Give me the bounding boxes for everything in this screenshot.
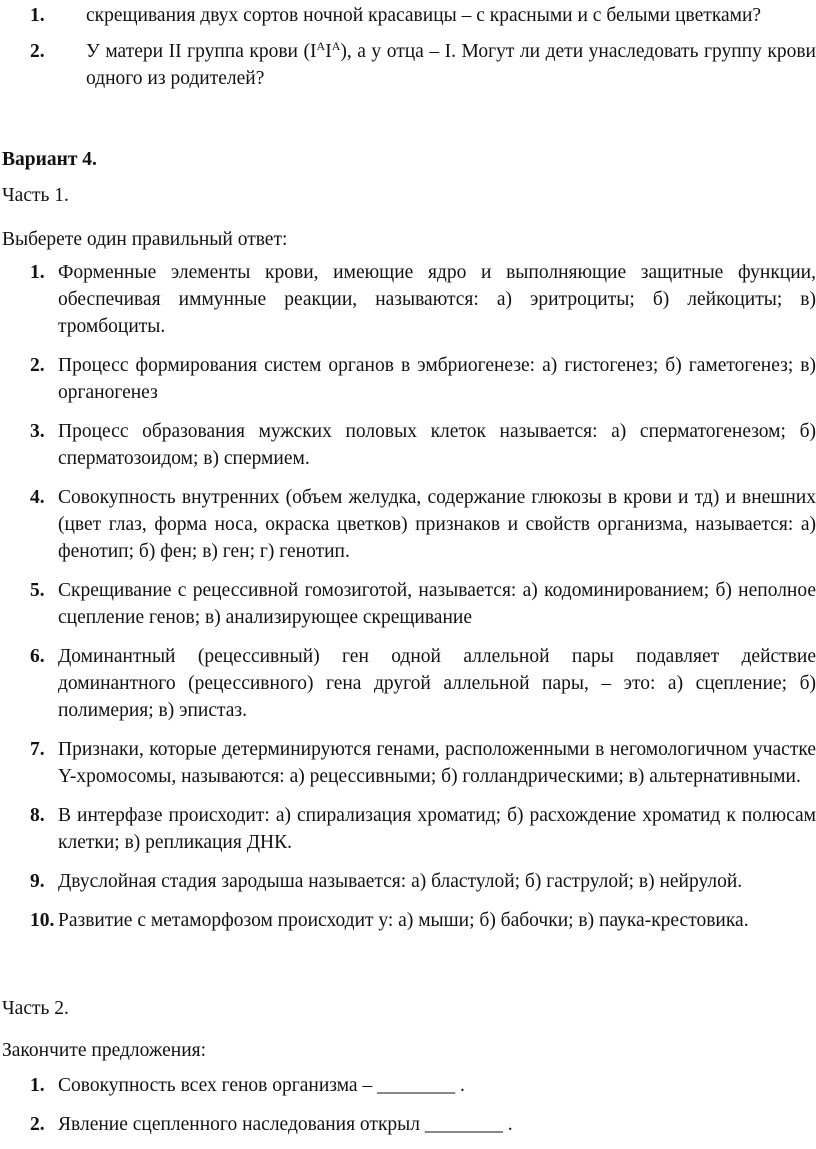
item-number: 3. bbox=[30, 421, 45, 442]
list-item bbox=[30, 38, 816, 92]
question-item bbox=[30, 1111, 816, 1138]
variant-title: Вариант 4. bbox=[2, 149, 97, 170]
part1-list bbox=[30, 259, 816, 934]
question-item bbox=[30, 643, 816, 724]
item-text: Явление сцепленного наследования открыл ________ . bbox=[58, 1114, 513, 1135]
question-item bbox=[30, 352, 816, 406]
part2-instruction: Закончите предложения: bbox=[2, 1040, 207, 1061]
item-text: Процесс формирования систем органов в эмбриогенезе: а) гистогенез; б) гаметогенез; в) органогенез bbox=[58, 355, 816, 403]
item-text: Признаки, которые детерминируются генами, расположенными в негомологичном участке Y-хромосомы, называются: а) рецессивными; б) голландрическими; в) альтернативными. bbox=[58, 739, 816, 787]
item-number: 7. bbox=[30, 739, 45, 760]
part1-label: Часть 1. bbox=[2, 185, 69, 206]
item-number: 2. bbox=[30, 1114, 45, 1135]
item-number: 8. bbox=[30, 805, 45, 826]
top-list bbox=[30, 2, 816, 92]
list-item bbox=[30, 2, 816, 29]
superscript: A bbox=[316, 39, 326, 53]
item-text: Скрещивание с рецессивной гомозиготой, называется: а) кодоминированием; б) неполное сцепление генов; в) анализирующее скрещивание bbox=[58, 580, 816, 628]
item-text: У матери II группа крови $(I^AI^A)$, а у отца – I. Могут ли дети унаследовать группу крови одного из родителей? bbox=[86, 39, 816, 89]
item-number: 6. bbox=[30, 646, 45, 667]
question-item bbox=[30, 802, 816, 856]
item-text: Двуслойная стадия зародыша называется: а) бластулой; б) гаструлой; в) нейрулой. bbox=[58, 871, 743, 892]
question-item bbox=[30, 259, 816, 340]
item-number: 2. bbox=[30, 355, 45, 376]
item-text: Совокупность внутренних (объем желудка, содержание глюкозы в крови и тд) и внешних (цвет глаз, форма носа, окраска цветков) признаков и свойств организма, называется: а) фенотип; б) фен; в) ген; г) генотип. bbox=[58, 487, 816, 562]
question-item bbox=[30, 418, 816, 472]
item-text: Процесс образования мужских половых клеток называется: а) сперматогенезом; б) сперматозоидом; в) спермием. bbox=[58, 421, 816, 469]
item-number: 4. bbox=[30, 487, 45, 508]
question-item bbox=[30, 736, 816, 790]
item-text: Совокупность всех генов организма – ________ . bbox=[58, 1075, 465, 1096]
item-text: Развитие с метаморфозом происходит у: а) мыши; б) бабочки; в) паука-крестовика. bbox=[58, 910, 749, 931]
item-number: 10. bbox=[30, 910, 55, 931]
item-number: 1. bbox=[30, 1075, 45, 1096]
item-number: 1. bbox=[30, 262, 45, 283]
item-number: 9. bbox=[30, 871, 45, 892]
part2-list bbox=[30, 1072, 816, 1138]
question-item bbox=[30, 1072, 816, 1099]
item-text: скрещивания двух сортов ночной красавицы – с красными и с белыми цветками? bbox=[86, 5, 762, 26]
item-text: Доминантный (рецессивный) ген одной аллельной пары подавляет действие доминантного (рецессивного) гена другой аллельной пары, – это: а) сцепление; б) полимерия; в) эпистаз. bbox=[58, 646, 816, 721]
question-item bbox=[30, 907, 816, 934]
item-text: В интерфазе происходит: а) спирализация хроматид; б) расхождение хроматид к полюсам клетки; в) репликация ДНК. bbox=[58, 805, 816, 853]
question-item bbox=[30, 484, 816, 565]
part1-instruction: Выберете один правильный ответ: bbox=[2, 229, 288, 250]
question-item bbox=[30, 577, 816, 631]
item-number: 2. bbox=[30, 41, 45, 62]
item-number: 5. bbox=[30, 580, 45, 601]
item-number: 1. bbox=[30, 5, 45, 26]
part2-label: Часть 2. bbox=[2, 998, 69, 1019]
item-text: Форменные элементы крови, имеющие ядро и выполняющие защитные функции, обеспечивая иммунные реакции, называются: а) эритроциты; б) лейкоциты; в) тромбоциты. bbox=[58, 262, 816, 337]
superscript: A bbox=[331, 39, 341, 53]
question-item bbox=[30, 868, 816, 895]
